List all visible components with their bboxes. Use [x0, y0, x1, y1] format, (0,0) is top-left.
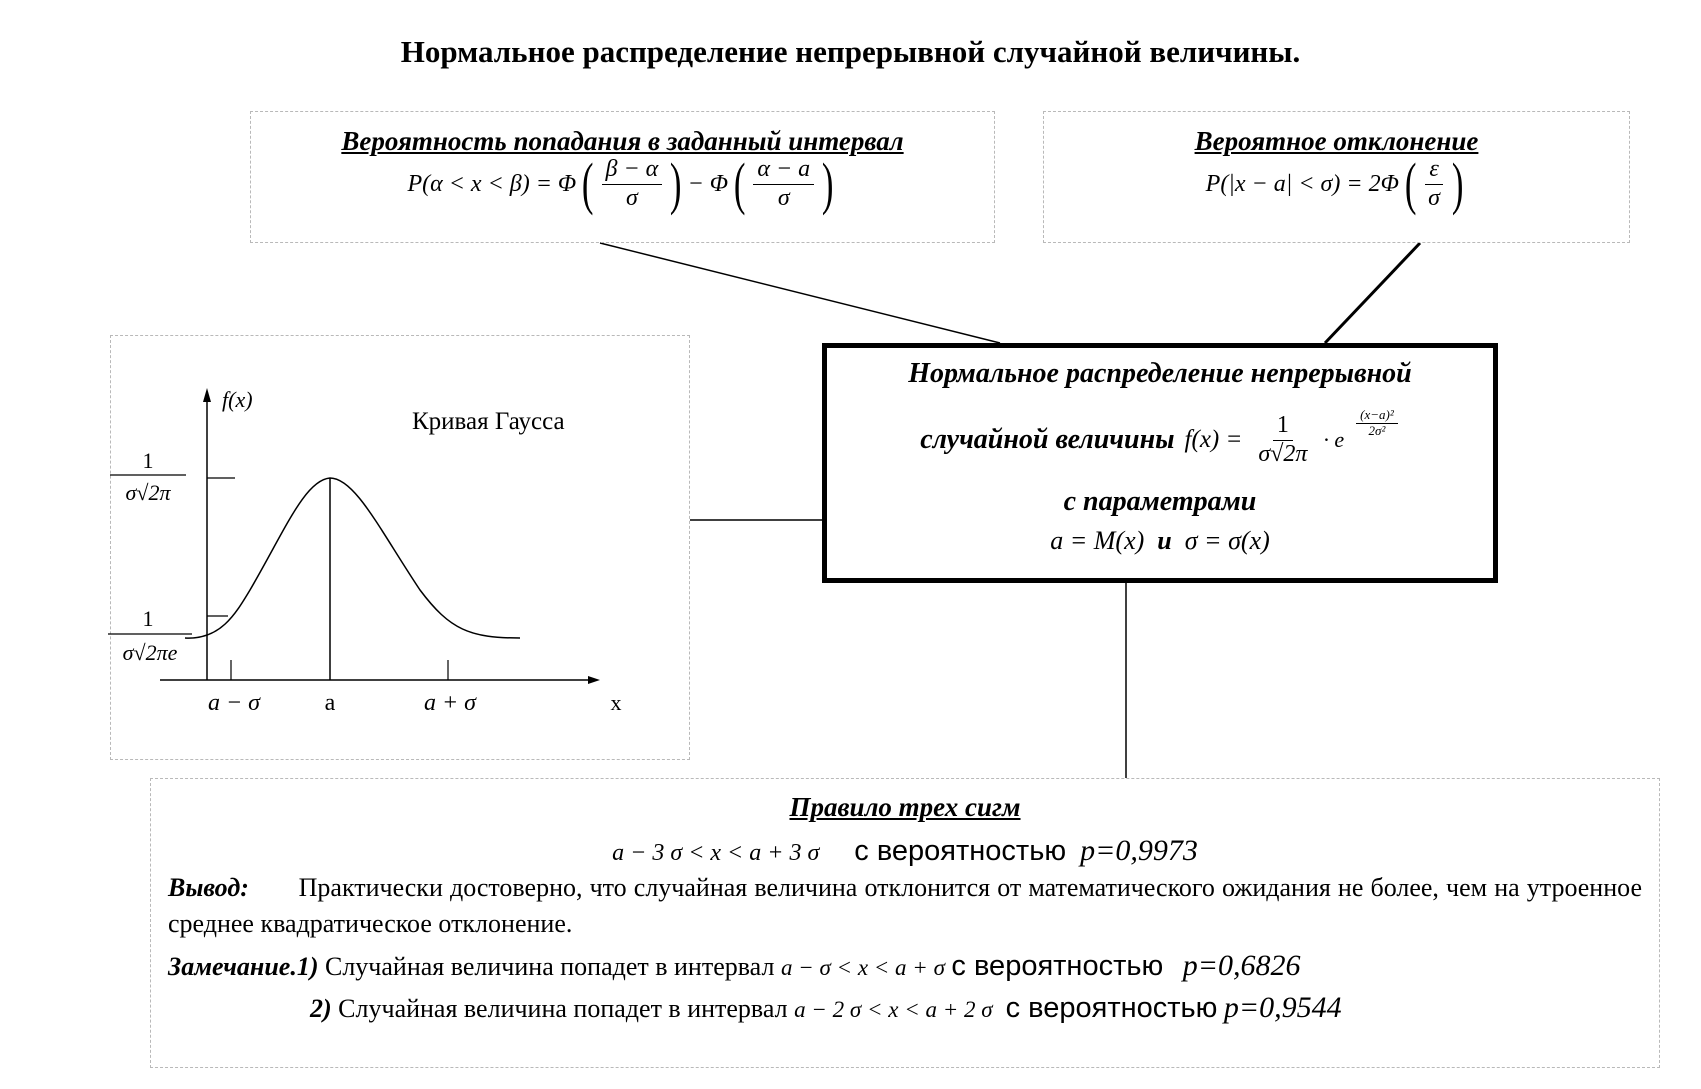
- interval-lhs: P(α < x < β) = Φ: [407, 170, 577, 197]
- central-params: [827, 526, 1493, 556]
- param-a: a = M(x): [1050, 526, 1145, 555]
- x-axis-label: x: [610, 690, 622, 715]
- paren-close: ): [670, 151, 682, 216]
- y-tick-top-den: σ√2π: [125, 480, 171, 505]
- y-tick-low-num: 1: [142, 606, 154, 631]
- interval-frac2-num: α − a: [753, 156, 814, 185]
- gauss-plot: [100, 380, 660, 720]
- central-frac-den: σ√2π: [1258, 440, 1308, 467]
- conclusion-paragraph: [168, 870, 1642, 942]
- deviation-frac-num: ε: [1425, 156, 1442, 185]
- interval-frac2-den: σ: [777, 184, 790, 211]
- deviation-frac: [1424, 156, 1444, 212]
- interval-frac1: [602, 156, 663, 212]
- central-frac-num: 1: [1273, 412, 1293, 441]
- paren-open: (: [1404, 151, 1417, 216]
- connector-deviation: [1325, 243, 1420, 343]
- paren-open: (: [733, 151, 746, 216]
- central-frac: [1254, 412, 1311, 468]
- deviation-heading: Вероятное отклонение: [1194, 126, 1479, 156]
- remark2-with: с вероятностью: [1005, 992, 1218, 1024]
- interval-minus: − Φ: [687, 170, 729, 197]
- interval-formula: [251, 151, 994, 216]
- x-axis-arrow: [588, 676, 600, 684]
- central-line2: [827, 407, 1493, 468]
- paren-close: ): [822, 151, 834, 216]
- deviation-formula: [1044, 151, 1629, 216]
- y-tick-top-num: 1: [142, 448, 154, 473]
- interval-heading: Вероятность попадания в заданный интервал: [341, 126, 904, 156]
- deviation-frac-den: σ: [1428, 184, 1441, 211]
- three-sigma-heading: Правило трех сигм: [789, 792, 1021, 822]
- param-and: и: [1157, 526, 1172, 555]
- remark1-p: p=0,6826: [1182, 949, 1301, 982]
- interval-frac1-den: σ: [625, 184, 638, 211]
- conclusion-text: Практически достоверно, что случайная величина отклонится от математического ожидания не более, чем на утроенное среднее квадратическое отклонение.: [168, 873, 1642, 938]
- connector-interval: [600, 243, 1000, 343]
- page-title: Нормальное распределение непрерывной случайной величины.: [400, 34, 1301, 69]
- three-sigma-with: с вероятностью: [854, 835, 1067, 867]
- central-exp-prefix: · e: [1323, 427, 1345, 453]
- central-exp-den: 2σ²: [1368, 422, 1386, 438]
- three-sigma-inequality: a − 3 σ < x < a + 3 σ: [612, 840, 820, 866]
- remark-1: [168, 948, 1642, 986]
- interval-frac1-num: β − α: [602, 156, 663, 185]
- central-exp: [1356, 408, 1398, 439]
- y-axis-arrow: [203, 388, 211, 402]
- remark2-label: 2): [310, 994, 332, 1023]
- remark-label: Замечание.1): [168, 952, 319, 981]
- paren-open: (: [582, 151, 594, 216]
- central-line1: Нормальное распределение непрерывной: [908, 358, 1412, 389]
- central-line3: с параметрами: [1063, 486, 1257, 517]
- central-exp-num: (x−a)²: [1356, 408, 1398, 424]
- y-axis-label: f(x): [222, 387, 253, 412]
- x-tick-mid-label: a: [324, 690, 336, 716]
- three-sigma-p: p=0,9973: [1080, 834, 1198, 867]
- interval-frac2: [753, 156, 814, 212]
- remark1-with: с вероятностью: [951, 950, 1164, 982]
- x-tick-left-label: a − σ: [207, 690, 261, 716]
- gauss-caption: Кривая Гаусса: [412, 408, 565, 435]
- central-line2-text: случайной величины: [920, 424, 1175, 456]
- y-tick-low-den: σ√2πe: [122, 640, 178, 665]
- conclusion-label: Вывод:: [168, 873, 249, 902]
- gauss-curve: [185, 478, 520, 638]
- central-definition-box: [822, 343, 1498, 583]
- x-tick-right-label: a + σ: [423, 690, 477, 716]
- remark2-inequality: a − 2 σ < x < a + 2 σ: [794, 997, 993, 1022]
- remark-2: [310, 990, 1650, 1028]
- remark2-p: p=0,9544: [1223, 991, 1342, 1024]
- remark2-text: Случайная величина попадет в интервал: [338, 994, 788, 1023]
- remark1-text: Случайная величина попадет в интервал: [324, 952, 775, 981]
- paren-close: ): [1451, 151, 1464, 216]
- param-sigma: σ = σ(x): [1184, 526, 1270, 555]
- central-fx: f(x) =: [1184, 426, 1243, 454]
- three-sigma-rule: [150, 834, 1660, 868]
- remark1-inequality: a − σ < x < a + σ: [780, 955, 945, 980]
- deviation-box: [1043, 111, 1630, 243]
- deviation-lhs: P(|x − a| < σ) = 2Φ: [1205, 170, 1399, 197]
- interval-probability-box: [250, 111, 995, 243]
